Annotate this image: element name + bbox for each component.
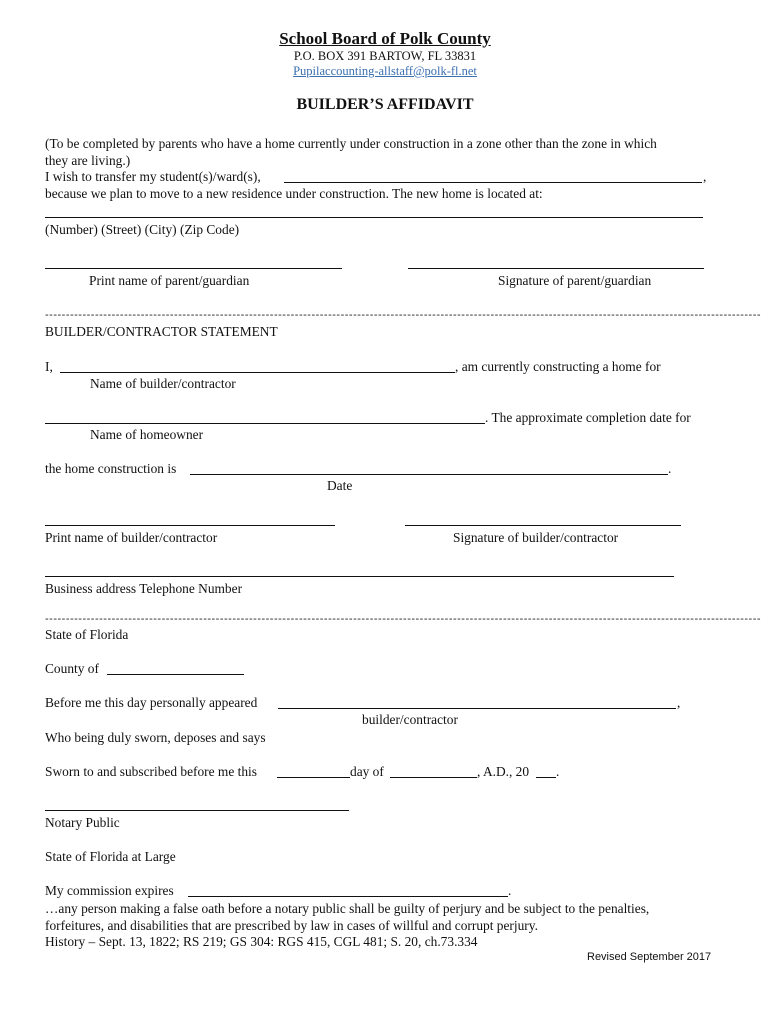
organization-title: School Board of Polk County <box>279 29 491 48</box>
duly-sworn-text: Who being duly sworn, deposes and says <box>45 730 266 745</box>
date-period: . <box>668 461 672 476</box>
builder-print-name-field[interactable] <box>45 525 335 526</box>
business-address-label: Business address Telephone Number <box>45 581 243 596</box>
notary-public-label: Notary Public <box>45 815 120 830</box>
intro-text-line2: they are living.) <box>45 153 131 168</box>
builder-contractor-label: builder/contractor <box>362 712 458 727</box>
builder-name-label: Name of builder/contractor <box>90 376 236 391</box>
day-of-text: day of <box>350 764 384 779</box>
homeowner-label: Name of homeowner <box>90 427 204 442</box>
section-divider-dashed: ---------------------------------------------------------------------------------------------------------------------------------------------------------------------------- <box>45 309 762 321</box>
email-link[interactable]: Pupilaccounting-allstaff@polk-fl.net <box>293 64 477 78</box>
address-line: P.O. BOX 391 BARTOW, FL 33831 <box>293 49 477 63</box>
address-format-label: (Number) (Street) (City) (Zip Code) <box>45 222 240 237</box>
builder-signature-label: Signature of builder/contractor <box>453 530 619 545</box>
transfer-text: I wish to transfer my student(s)/ward(s), <box>45 169 261 184</box>
intro-text-line1: (To be completed by parents who have a home currently under construction in a zone other than the zone in which <box>45 136 657 151</box>
commission-expires-field[interactable] <box>188 896 508 897</box>
transfer-comma: , <box>703 169 707 184</box>
parent-print-name-label: Print name of parent/guardian <box>89 273 250 288</box>
notary-signature-field[interactable] <box>45 810 349 811</box>
notary-divider-dashed: ---------------------------------------------------------------------------------------------------------------------------------------------------------------------------- <box>45 613 762 625</box>
before-me-comma: , <box>677 695 681 710</box>
business-address-field[interactable] <box>45 576 674 577</box>
commission-expires-text: My commission expires <box>45 883 174 898</box>
parent-signature-field[interactable] <box>408 268 704 269</box>
revised-date: Revised September 2017 <box>587 951 712 963</box>
before-me-text: Before me this day personally appeared <box>45 695 258 710</box>
builder-print-name-label: Print name of builder/contractor <box>45 530 218 545</box>
builder-name-field[interactable] <box>60 372 455 373</box>
state-text: State of Florida <box>45 627 129 642</box>
completion-text: . The approximate completion date for <box>485 410 691 425</box>
state-at-large-text: State of Florida at Large <box>45 849 176 864</box>
date-label: Date <box>327 478 353 493</box>
student-name-field[interactable] <box>284 182 702 183</box>
perjury-text-line2: forfeitures, and disabilities that are prescribed by law in cases of willful and corrupt perjury. <box>45 918 538 933</box>
parent-signature-label: Signature of parent/guardian <box>498 273 652 288</box>
commission-period: . <box>508 883 512 898</box>
sworn-month-field[interactable] <box>390 777 477 778</box>
new-home-address-field[interactable] <box>45 217 703 218</box>
sworn-year-field[interactable] <box>536 777 556 778</box>
home-construction-text: the home construction is <box>45 461 177 476</box>
because-text: because we plan to move to a new residence under construction. The new home is located at: <box>45 186 543 201</box>
history-text: History – Sept. 13, 1822; RS 219; GS 304: RGS 415, CGL 481; S. 20, ch.73.334 <box>45 934 478 949</box>
completion-date-field[interactable] <box>190 474 668 475</box>
builder-signature-field[interactable] <box>405 525 681 526</box>
county-text: County of <box>45 661 99 676</box>
sworn-day-field[interactable] <box>277 777 350 778</box>
sworn-subscribed-text: Sworn to and subscribed before me this <box>45 764 257 779</box>
perjury-text-line1: …any person making a false oath before a notary public shall be guilty of perjury and be subject to the penalties, <box>45 901 650 916</box>
builder-i-text: I, <box>45 359 53 374</box>
parent-print-name-field[interactable] <box>45 268 342 269</box>
homeowner-name-field[interactable] <box>45 423 485 424</box>
ad-text: , A.D., 20 <box>477 764 530 779</box>
appeared-name-field[interactable] <box>278 708 676 709</box>
sworn-period: . <box>556 764 560 779</box>
builder-statement-heading: BUILDER/CONTRACTOR STATEMENT <box>45 324 278 339</box>
county-field[interactable] <box>107 674 244 675</box>
constructing-text: , am currently constructing a home for <box>455 359 661 374</box>
document-title: BUILDER’S AFFIDAVIT <box>296 96 474 113</box>
